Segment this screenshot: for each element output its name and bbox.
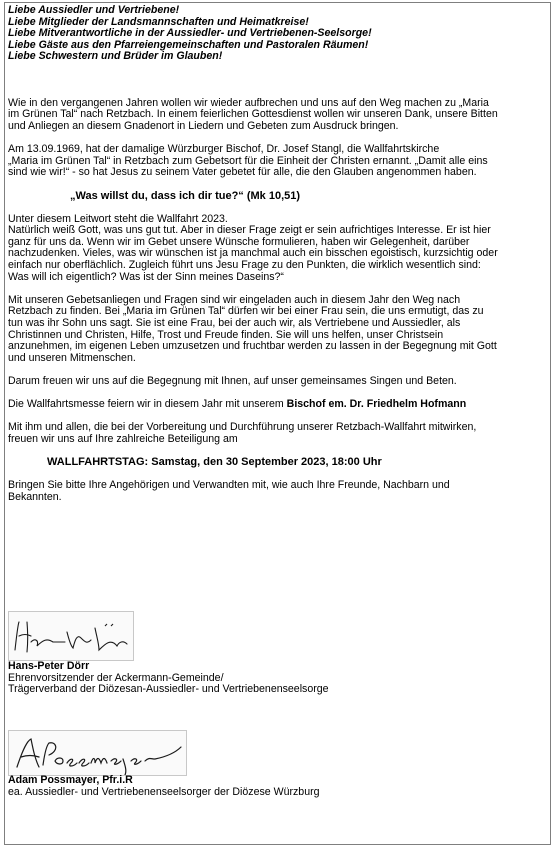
text-line: und unseren Mitmenschen. xyxy=(8,351,136,364)
greeting-line: Liebe Mitglieder der Landsmannschaften und Heimatkreise! xyxy=(8,15,309,28)
text-line: freuen wir uns auf Ihre zahlreiche Beteiligung am xyxy=(8,432,238,445)
paragraph-bring xyxy=(8,480,548,503)
paragraph-motto xyxy=(8,214,548,284)
signer-title: Trägerverband der Diözesan-Aussiedler- und Vertriebenenseelsorge xyxy=(8,683,329,696)
greetings-block xyxy=(8,5,548,63)
text-line: Retzbach zu finden. Bei „Maria im Grünen Tal“ dürfen wir bei einer Frau sein, die uns ermutigt, das zu xyxy=(8,305,484,318)
signer-block-doerr xyxy=(8,661,329,696)
pilgrimage-day: WALLFAHRTSTAG: Samstag, den 30 September 2023, 18:00 Uhr xyxy=(47,456,382,469)
text-line: Mit ihm und allen, die bei der Vorbereitung und Durchführung unserer Retzbach-Wallfahrt mitwirken, xyxy=(8,421,477,434)
text-line: Am 13.09.1969, hat der damalige Würzburger Bischof, Dr. Josef Stangl, die Wallfahrtskirche xyxy=(8,143,440,156)
signature-doerr-drawing xyxy=(9,612,133,660)
motto-quote: „Was willst du, dass ich dir tue?“ (Mk 10,51) xyxy=(70,189,301,202)
text-line: ganz für uns da. Wenn wir im Gebet unsere Wünsche formulieren, haben wir Gelegenheit, darüber xyxy=(8,235,470,248)
signer-title: Ehrenvorsitzender der Ackermann-Gemeinde/ xyxy=(8,671,224,684)
letter-page xyxy=(4,2,551,845)
greeting-line: Liebe Mitverantwortliche in der Aussiedler- und Vertriebenen-Seelsorge! xyxy=(8,27,372,40)
greeting-line: Liebe Gäste aus den Pfarreiengemeinschaften und Pastoralen Räumen! xyxy=(8,38,369,51)
bishop-prefix: Die Wallfahrtsmesse feiern wir in diesem Jahr mit unserem xyxy=(8,398,287,411)
text-line: „Maria im Grünen Tal“ in Retzbach zum Gebetsort für die Einheit der Christen ernannt. „Damit alle eins xyxy=(8,154,488,167)
signature-image-doerr xyxy=(8,611,134,661)
greeting-line: Liebe Schwestern und Brüder im Glauben! xyxy=(8,50,223,63)
paragraph-bishop xyxy=(8,399,548,411)
text-line: Bringen Sie bitte Ihre Angehörigen und Verwandten mit, wie auch Ihre Freunde, Nachbarn und xyxy=(8,479,450,492)
greeting-line: Liebe Aussiedler und Vertriebene! xyxy=(8,4,180,16)
signer-name: Adam Possmayer, Pfr.i.R xyxy=(8,774,133,786)
paragraph-intro xyxy=(8,98,548,133)
signature-possmayer-drawing xyxy=(9,731,186,775)
text-line: anzunehmen, im eigenen Leben umzusetzen und fruchtbar werden zu lassen in der Begegnung mit Gott xyxy=(8,340,497,353)
paragraph-joy: Darum freuen wir uns auf die Begegnung mit Ihnen, auf unser gemeinsames Singen und Beten. xyxy=(8,375,457,387)
signer-block-possmayer xyxy=(8,775,320,798)
text-line: Bekannten. xyxy=(8,490,62,503)
text-line: Wie in den vergangenen Jahren wollen wir wieder aufbrechen und uns auf den Weg machen zu „Maria xyxy=(8,96,489,109)
text-line: und Anliegen an diesem Gnadenort in Liedern und Gebeten zum Ausdruck bringen. xyxy=(8,119,399,132)
signature-image-possmayer xyxy=(8,730,187,776)
paragraph-history xyxy=(8,144,548,179)
paragraph-participation xyxy=(8,422,548,445)
text-line: Christinnen und Christen, Hilfe, Trost und Freude finden. Sie will uns helfen, unser Christsein xyxy=(8,328,444,341)
text-line: einfach nur oberflächlich. Zugleich führt uns Jesu Frage zu den Punkten, die wirklich wesentlich sind: xyxy=(8,259,481,272)
signer-title: ea. Aussiedler- und Vertriebenenseelsorger der Diözese Würzburg xyxy=(8,785,320,798)
bishop-name: Bischof em. Dr. Friedhelm Hofmann xyxy=(286,398,467,411)
paragraph-invitation xyxy=(8,295,548,365)
signer-name: Hans-Peter Dörr xyxy=(8,660,90,672)
text-line: sind wie wir!“ - so hat Jesus zu seinem Vater gebetet für alle, die den Glauben angenommen haben. xyxy=(8,166,477,179)
text-line: Mit unseren Gebetsanliegen und Fragen sind wir eingeladen auch in diesem Jahr den Weg nach xyxy=(8,293,461,306)
text-line: Was will ich eigentlich? Was ist der Sinn meines Daseins?“ xyxy=(8,270,284,283)
text-line: Natürlich weiß Gott, was uns gut tut. Aber in dieser Frage zeigt er sein aufrichtiges Interesse. Er ist hier xyxy=(8,224,491,237)
text-line: im Grünen Tal“ nach Retzbach. In einem feierlichen Gottesdienst wollen wir unseren Dank, unsere Bitten xyxy=(8,108,498,121)
text-line: tun was ihr Sohn uns sagt. Sie ist eine Frau, bei der auch wir, als Vertriebene und Aussiedler, als xyxy=(8,317,461,330)
text-line: nachzudenken. Vieles, was wir wünschen ist ja manchmal auch ein bisschen egoistisch, kurzsichtig oder xyxy=(8,247,498,260)
letter-body xyxy=(8,5,548,504)
text-line: Unter diesem Leitwort steht die Wallfahrt 2023. xyxy=(8,212,228,225)
